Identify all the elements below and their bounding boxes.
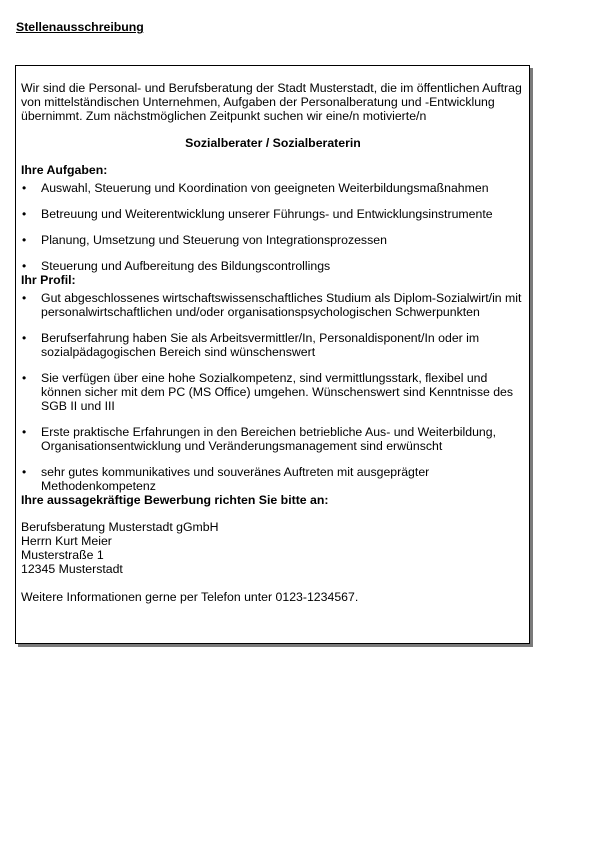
profile-title: Ihr Profil: — [21, 273, 76, 287]
city-address: 12345 Musterstadt — [21, 562, 123, 576]
task-text: Betreuung und Weiterentwicklung unserer Führungs- und Entwicklungsinstrumente — [41, 207, 493, 221]
company-name: Berufsberatung Musterstadt gGmbH — [21, 520, 219, 534]
document-heading: Stellenausschreibung — [16, 20, 144, 34]
tasks-title: Ihre Aufgaben: — [21, 163, 108, 177]
tasks-list — [21, 181, 525, 273]
list-item — [21, 331, 525, 359]
bullet-icon: • — [22, 259, 27, 273]
intro-paragraph: Wir sind die Personal- und Berufsberatung der Stadt Musterstadt, die im öffentlichen Auftrag von mittelständischen Unternehmen, Aufgaben der Personalberatung und -Entwicklung übernimmt. Zum nächstmöglichen Zeitpunkt suchen wir eine/n motivierte/n — [21, 81, 522, 123]
street-address: Musterstraße 1 — [21, 548, 104, 562]
list-item — [21, 207, 525, 221]
task-text: Auswahl, Steuerung und Koordination von geeigneten Weiterbildungsmaßnahmen — [41, 181, 489, 195]
job-title: Sozialberater / Sozialberaterin — [185, 136, 361, 150]
list-item — [21, 233, 525, 247]
profile-text: Gut abgeschlossenes wirtschaftswissenschaftliches Studium als Diplom-Sozialwirt/in mit personalwirtschaftlichen und/oder organisationspsychologischen Schwerpunkten — [41, 291, 522, 319]
job-posting-box — [15, 65, 530, 644]
list-item — [21, 291, 525, 319]
bullet-icon: • — [22, 425, 27, 439]
list-item — [21, 259, 525, 273]
profile-text: Sie verfügen über eine hohe Sozialkompetenz, sind vermittlungsstark, flexibel und können sicher mit dem PC (MS Office) umgehen. Wünschenswert sind Kenntnisse des SGB II und III — [41, 371, 514, 413]
bullet-icon: • — [22, 207, 27, 221]
bullet-icon: • — [22, 181, 27, 195]
application-title: Ihre aussagekräftige Bewerbung richten Sie bitte an: — [21, 493, 329, 507]
bullet-icon: • — [22, 233, 27, 247]
contact-person: Herrn Kurt Meier — [21, 534, 112, 548]
bullet-icon: • — [22, 465, 27, 479]
task-text: Steuerung und Aufbereitung des Bildungscontrollings — [41, 259, 331, 273]
list-item — [21, 371, 525, 413]
bullet-icon: • — [22, 291, 27, 305]
list-item — [21, 465, 525, 493]
profile-text: Berufserfahrung haben Sie als Arbeitsvermittler/In, Personaldisponent/In oder im sozialpädagogischen Bereich sind wünschenswert — [41, 331, 480, 359]
contact-info: Weitere Informationen gerne per Telefon unter 0123-1234567. — [21, 590, 359, 604]
profile-text: Erste praktische Erfahrungen in den Bereichen betriebliche Aus- und Weiterbildung, Organisationsentwicklung und Veränderungsmanagement sind erwünscht — [41, 425, 497, 453]
profile-list — [21, 291, 525, 493]
task-text: Planung, Umsetzung und Steuerung von Integrationsprozessen — [41, 233, 387, 247]
list-item — [21, 425, 525, 453]
bullet-icon: • — [22, 331, 27, 345]
list-item — [21, 181, 525, 195]
bullet-icon: • — [22, 371, 27, 385]
profile-text: sehr gutes kommunikatives und souveränes Auftreten mit ausgeprägter Methodenkompetenz — [41, 465, 430, 493]
address-block — [21, 520, 525, 576]
